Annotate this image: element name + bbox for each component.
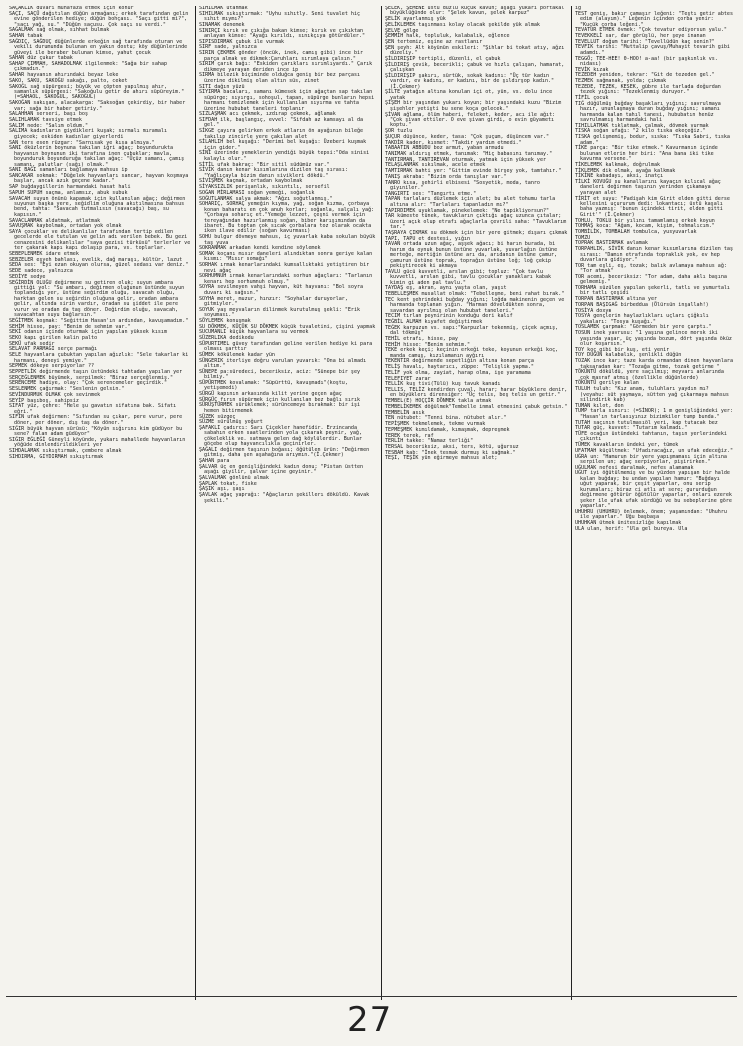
dictionary-entry: TOSİYA doxyв <box>575 307 612 314</box>
dictionary-entry: UHUHKAN ütmek ünitesizliğe kapılmak <box>575 519 682 526</box>
dictionary-entry: TEVİK kızak <box>575 66 609 73</box>
dictionary-entry: TORPAN BASTIRMAK altına yer <box>575 296 658 303</box>
dictionary-entry: TECIM tırlan peynirinin konduğu deri kalıf <box>385 313 513 320</box>
dictionary-entry: SEKÜ ufak sedir <box>9 340 55 347</box>
dictionary-entry: TOSLAMEK çarpmak: "Görmeden bir yere çarptı." <box>575 324 712 331</box>
dictionary-entry: SOHU bulgur dövmeye mahsus, iç yuvarlak kaba sokulan büyük taş yuva <box>199 234 376 246</box>
dictionary-entry: TELLİK kuş tivi(Tülü) kuş tavuk kanadı <box>385 381 501 388</box>
dictionary-entry: SIRMA bilezik biçiminde olduğca geniş bir bez parçası üzerine dikilmiş olan altın süs, zinet <box>199 72 361 84</box>
dictionary-entry: SIHDIRMA, GIYDIRMAH sıkıştırmak <box>9 453 104 460</box>
column-3 <box>382 6 572 1000</box>
dictionary-entry: SIRIN ÇEKMEK gönder (öncük, inek, camış gibi) ince bir parça almak ve dikmek:Çaruhları sırımlaya çalsın." <box>199 50 364 62</box>
dictionary-entry: UĞULMAK nefesi daralmak, nefes alamamak <box>575 464 694 471</box>
dictionary-entry: TESBAH kab: "İnek tesmak durmuş ki sağmak." <box>385 449 516 456</box>
dictionary-entry: SIHDALAMAK sıkıştırmak, çembere almak <box>9 447 122 454</box>
dictionary-entry: SÜMEK kökülemek kadar yün <box>199 351 275 358</box>
dictionary-entry: ŞALVALMAK gönlünü almak <box>199 474 269 481</box>
dictionary-entry: TIHILLATMAK tıklatmak, çalmak, dövmek vurmak <box>575 122 709 129</box>
dictionary-entry: SEĞİRDİN OLUĞU değirmene su getiren oluk; suyun ambara gittiği yol: "Su ambarı, değirmen oluğunun üstünde suyun toplandığı yer, üstüne seğirdim oluğu, savacah oluğu, harktan gelen su seğirdin oluğuna gelir, oradan ambara gelir, altında sirin vardır, oradan su şiddet ile pere vurur ve oradan da taş döner. Değirdim oluğu, savacah, savacahtan suyu bağlarsın." <box>9 279 185 319</box>
dictionary-entry: TEPMEŞMEK kımıldamak, kımaşmak, depreşmek <box>385 426 510 433</box>
dictionary-entry: SAVUŞMAK kaybolmak, ortadan yok olmak <box>9 223 122 230</box>
dictionary-entry: SEKİ odanın içinde oturmak için yapılan yüksek kısım <box>9 329 168 336</box>
dictionary-entry: ŞİŞEH bir yaşından yukarı koyun; bir yaşındaki kuzu "Bizim şişehler yetişti bu sene koça gelecek." <box>385 100 562 112</box>
dictionary-entry: ŞELEK, ŞEMENE üstü düzlü küçük kavun; aşağı yukarı portakal büyüklüğünde olur: "Şelek kavun, şelek karpuz" <box>385 6 565 17</box>
dictionary-entry: TORHAMA süzülen yapılan şekerli, tatlı ve yumurtalı bir tatlı çeşidi <box>575 285 730 297</box>
dictionary-entry: SIĞIR EĞLEĞİ Güneyli köyünde, yukarı mahallede hayvanların yöğüde dinlendirildikleri yer <box>9 436 186 449</box>
dictionary-entry: TUMP tarla sınırı: (=SİNOR); 1 m genişliğindeki yer: "Hasan'ın tarlasıyınız bizimkiler tump bunda." <box>575 408 734 420</box>
dictionary-entry: TİKELEMEK kalkmak, doğrulmak <box>575 161 661 168</box>
dictionary-entry: SÜRÜŞTÜRMEK sürüklemek; sürüncemeye bırakmak: bir işi hemen bitirmemek <box>199 402 361 414</box>
dictionary-entry: ŞİLDIRIŞIP tertipli, düzenli, el çabuk <box>385 55 501 62</box>
dictionary-entry: SEPMEK dökeye serpiyorlar ?? <box>9 363 95 370</box>
dictionary-entry: ŞELİK ayarlanmış yük <box>385 16 446 23</box>
dictionary-entry: UĞRA un: "Hamurun bir yere yapışmaması için altına serpilen un; ağaç serpiyorlar, pişirirken." <box>575 453 727 466</box>
dictionary-entry: TEZEDEH yeniden, tekrar: "Git de tezeden gel." <box>575 72 715 79</box>
dictionary-entry: TOSYA gençlerin haylazlıkları uçları çiğkılı yakaları: "Tosya kuşağı." <box>575 313 709 325</box>
dictionary-entry: iğ <box>575 6 582 11</box>
dictionary-entry: TEMBELİKEMEK döğülmek"Tembelle inmal etmesini çabuk getsin." <box>385 403 568 410</box>
column-2 <box>196 6 382 1000</box>
dictionary-entry: SOYUK yaş meyvaların dilinmek kurutulmuş şekli: "Erik soyuması." <box>199 306 361 319</box>
dictionary-entry: TEPİŞMEK tekmelemek, tekme vurmak <box>385 421 486 428</box>
dictionary-entry: SEDA ses: "Eyi ezan okuyan olursa, güzel sedası var deniz." <box>9 262 189 269</box>
dictionary-entry: SÜNGERIK iterliye doğru varulan yuvarık: "Ona bi almadı altım." <box>199 357 367 369</box>
dictionary-entry: TEMBELİN asık <box>385 409 425 416</box>
dictionary-entry: TELİŞ havalı, haytarıcı, züppe: "Telişlik yapma." <box>385 364 534 371</box>
dictionary-entry: SEPPETLİK değirmende taşın üstündeki tahtadan yapılan yer <box>9 369 183 375</box>
dictionary-entry: ŞEMMİH halk, topluluk, kalabalık, eğlence <box>385 33 510 40</box>
dictionary-entry: SU DÖKMEK, KÜÇÜK SU DÖKMEK küçük tuvaletini, çişini yapmak <box>199 323 376 330</box>
dictionary-entry: TİLKİ KOVUĞU su kanallarını kayaçın kılıcal ağaç daneleri değirmen taşının yerinden çıkamaya yarayan alet <box>575 179 721 196</box>
dictionary-entry: SOMAK koçanı mısır daneleri alındıktan sonra geriye kalan kısmı: "Mısır somağı" <box>199 250 373 263</box>
dictionary-entry: SÜPURTIMEL güvey tarafından geline verilen hediye ki para olması şarttır <box>199 340 373 353</box>
dictionary-entry: TEVELLUT doğum tarihi: "Tevellüdün kaç senin?" <box>575 38 715 45</box>
dictionary-entry: TEREK terek, raf <box>385 432 434 439</box>
dictionary-entry: SANI öküzlerin boynuna takılan iğri ağaç; boyunduruktа hayvanın boynunun iki tarafına inen çubuklar; mavla, boyunduruk boyunduruğa takılan ağaç: "Üçüz samanı, çamış samanı, palutlar (sağı) olmak." <box>9 145 185 168</box>
dictionary-entry: SÜZERLIKA dedikodu <box>199 334 254 341</box>
dictionary-entry: SEKO kapı girilen kalin palto <box>9 334 98 341</box>
dictionary-entry: SAPUH SUPUH saçma, anlamsız, abuk subuk <box>9 189 128 196</box>
dictionary-entry: TOR acemi, beceriksiz: "Tor adam, daha aklı başına gelmemiş." <box>575 273 727 286</box>
dictionary-entry: SALIM nede: "Salım oldum." <box>9 122 89 129</box>
dictionary-entry: ŞELİKLEMEK taşınması kolay olacak şekilde yük almak <box>385 21 540 28</box>
dictionary-entry: SÜRGÜ kapının arkasında kilit yerine geçen ağaç <box>199 390 342 397</box>
dictionary-entry: TOMBİLİK, TOMBALAH tombulca, yusyuvarlak <box>575 229 697 235</box>
dictionary-entry: TOHMAŞ koca: "Ağam, kocam, kişim, tohmalıcım." <box>575 223 715 230</box>
dictionary-entry: SAKOĞL sağ süpürgesi; büyük ve çöpten yapılmış ahır, samanlık süpürgesi: "Sakoğulu getir de ahırı süpüreyim." (=SAHAOL, SAKOĞUL, SAKOĞUL) <box>9 83 185 101</box>
dictionary-entry: SANI BAĞI samanları bağlamaya mahsus ip <box>9 167 128 174</box>
dictionary-entry: SINIRÇI kırık ve çıkığa bakan kimse; kırık ve çıkıktan anlayan kimse: "Ayağı kırıldı, sınıkçıya götürdüler." <box>199 27 366 39</box>
dictionary-entry: TİKE parça: "Bir tike etmek." Kavurmanın içinde bulunan etlerin her biri: "Ana bana iki tike kavurma versene." <box>575 145 718 163</box>
dictionary-entry: TAR kümeste tünek, tavukların çıktığı ağaç uzunca çıtalar; üzeri açık olup etrafı ağaçlarla çevrili saha: "Tavuklarım tar." <box>385 213 567 231</box>
dictionary-entry: TEVEKKELİ sar, dar görüşlü, her şeye inanan <box>575 33 706 39</box>
dictionary-entry: ŞAĞALI değirmen taşının boğası; öğütülen ürün: "Değirmen gitmiş, daha şen aşahağına arıymın."(İ.Çekmer) <box>199 446 370 459</box>
dictionary-entry: SAÇAKLIK duvarı muhafaza etmek için konur <box>9 6 134 11</box>
dictionary-entry: SIRIM çarık bağı: "Eskiden çarıkları sırımlıyardı." Çarık dikmeye yarayan deriden ince ip <box>199 61 373 73</box>
dictionary-entry: TABAATIN ABBUDU boz armut, yaban armudu <box>385 145 504 152</box>
dictionary-entry: TEĞBİL ALMAH kıyafet değiştirmek <box>385 319 483 326</box>
dictionary-entry: TELLIS, TELİZ kendirden çuval, harar; harar büyüklere denir, en büyüklerı dirensiğer: "Üç telis, beş telis un getir." <box>385 387 568 399</box>
dictionary-columns <box>6 6 737 1000</box>
dictionary-entry: ŞİLDIRIŞIP şakırı, sürtük, sokak kadını: "Üç tür kadın vardır, ev kadını, er kadını, bir de şıldırşop kadın." (İ.Çekmer) <box>385 72 555 90</box>
dictionary-entry: TÖKÜNTÜ gerilye kalan <box>575 380 639 387</box>
dictionary-entry: TÜMEK kavakların ündeki yer, tümek <box>575 442 679 449</box>
dictionary-entry: SIPISDIRMAK çubuk ile vurmak <box>199 38 285 45</box>
dictionary-entry: SAHAN tabak <box>9 33 43 39</box>
dictionary-entry: SAÇI, SAÇÜ dağıtılan düğün armağanı; erkek tarafından gelin evine gönderilen hediye; düğün bohçası. "Saçı gitti mi?", "saçı yağ, su." "Düğün saçusu. Çok saçı su verdi." <box>9 10 189 28</box>
dictionary-entry: TEKE erkek keçi; keçinin erkeği teke, koyunun erkeği koç, manda camuş, kızılamanın ayğırı <box>385 347 559 359</box>
dictionary-entry: TORPAHLIK, SİVİK danın kenar kısımlarına dizilen taş sırası: "Damın etrafında topraklık yok, ev hep duvarlara gidiyor." <box>575 246 734 263</box>
dictionary-entry: TANRO kısa, şehirli elbisesi "Sosyetik, moda, tanro giyıniler." <box>385 179 540 192</box>
dictionary-entry: TOHLU, TOKLU bir yılını tamamlamış erkek koyun <box>575 217 715 224</box>
dictionary-entry: TEHİL etrafı, hisse, pay <box>385 335 458 342</box>
dictionary-entry: SIYIRMA bacaları, samanı kümesek için ağaçtan sap takılan süpürge; sıyırgı, sohoşul, tapan, süpürge bunların hepsi harmanı temizlemek için kullanılan sıyırma ve tahta üzerine hububat taneleri toplanır <box>199 89 375 112</box>
dictionary-entry: TİFİL çocuk <box>575 95 609 102</box>
dictionary-entry: TOSUN inek yavrusu: "1 yaşına gelince morsk iki yaşında yaşar, üç yaşında bozum, dört yaşında öküz olur koşarsın." <box>575 330 732 347</box>
dictionary-entry: SEBZELER eşyeh bahlası, evelik, dağ maraşı, kültür, lazut <box>9 256 183 263</box>
dictionary-entry: TOZAK ince kar; taze karda ormandan dinen hayvanlara taksaradan kar: "Tozağa gitme, tozak getirme " <box>575 358 734 370</box>
dictionary-entry: SİYAKSIZLIK perişanlık, sıkıntılı, sersefil <box>199 184 330 191</box>
dictionary-entry: TEVATUR ETMEK övmek: "Çok tevatur ediyorsun yalu." <box>575 27 727 34</box>
dictionary-entry: SEVİNDURMUK OLMAK çok sevinmek <box>9 391 101 398</box>
dictionary-entry: TERLİH takke: "Namaz terliği" <box>385 438 474 445</box>
dictionary-entry: TISKA soğan ufağı: "2 kilo tıska ekeçeğiz." <box>575 128 706 135</box>
dictionary-entry: ŞİLDIRIŞ çevik, becerikli; çabuk ve hızlı çalışan, hamarat, çalışkan <box>385 61 565 74</box>
dictionary-entry: SIFAT yüz, çehre: "Hele şu gavatın sifatına bak. Sifatı eğri." <box>9 403 177 415</box>
dictionary-entry: SİTİL ufak bakraç: "Bir sitil südümüz var." <box>199 161 330 168</box>
dictionary-entry: SELAVAT PARMAĞI serçe parmağı <box>9 346 98 353</box>
dictionary-entry: TORPAN BAŞIGAĞ birbeddua (Ölürsün inşallah!) <box>575 301 709 308</box>
dictionary-entry: ŞEN şeyh: Alt köyünün eskileri: "Şihlar bi tokat atıy, ağzı düzeliy." <box>385 44 565 57</box>
dictionary-entry: ŞALVAR üç en genişliğindeki kadın donu; "Pistan üstten aşağı giyilir, şalvar içine geyinir." <box>199 463 364 476</box>
dictionary-entry: UHUHRU (UHUHRU) önlemek, önem; yaşamından: "Uhuhru ile yaparlar." Uğu başbaşa <box>575 508 727 521</box>
page-footer <box>0 996 743 1042</box>
dictionary-entry: UĞUT iyi öğütülmemiş ve bu yüzden yapışan bir halde kalan buğday; bu undan yapılan hamur: "Buğdayı uğut yaparak, bir çeşit yaparlar, onu serip kurumaları; biraz ci atlı at sere; gururduğun değirmene götürür öğütülür yaparlar, onları ezerek şeker ile ufak ufak sürdüğü ve bu sebeplerine göre yaparlar." <box>575 470 732 509</box>
dictionary-entry: TERSAL beceriksiz, aksi, ters, kötü, uğursuz <box>385 443 519 450</box>
dictionary-entry: SOKRANMAK arkadan kendi kendine söylemek <box>199 245 321 252</box>
footer-divider <box>6 996 737 997</box>
dictionary-entry: SAĞDIÇ, SAĞDUÇ düğünlerde erkeğin sağ tarafında oturan ve vekili durumunda bulunan en yakın dostu; köy düğünlerinde güveyi ile beraber bulunan kimse, yahut çocuk <box>9 38 188 56</box>
dictionary-entry: SIFIN ufak değirmen: "Sıfından su çıkar, pere vurur, pere döner, per döner, dış taş da döner." <box>9 414 183 426</box>
dictionary-entry: TAVAN ortada uzun ağaç, aşşek ağacı; bi harın burada, bi harım da oynuk bunun üstüne yuvarlak, yuvarlağın üstüne merteğe, mertiğin üstüne arı da, arıdanın üstüne çamur, çamurun üstüne toprak, toprağın üstüne loğ; loğ çekip pekiştirecek ki akmaya <box>385 241 558 270</box>
dictionary-entry: ŞAHAN para <box>199 458 230 465</box>
dictionary-entry: SAHAN düz çukur tabak <box>9 55 73 62</box>
dictionary-entry: ŞOR tuzlu <box>385 128 413 135</box>
dictionary-entry: SEĞİTMEK koşmak: "Seğittim Hasan'ın ardından, kavuşamadım." <box>9 317 189 324</box>
dictionary-entry: SALIMA kadınların giydikleri kuşak; sırmalı mıramalı giyecek; eskiden kadınlar giyerlerdi <box>9 128 168 140</box>
dictionary-entry: ŞİLTE yatağın altına konulan içi ot, yün, vs. dolu ince yatak <box>385 89 553 101</box>
dictionary-entry: TEŞI, TEŞİK yün eğirmeye mahsus alet; <box>385 455 498 462</box>
dictionary-entry: SAP buğdaygillerin harmandaki hasat hali <box>9 184 131 191</box>
dictionary-entry: TEGGÖ; TEE-HEE! 0-HOO! a-aa! (bir şaşkınlık vs. nidası) <box>575 55 718 67</box>
dictionary-entry: TUTAH saçının tutulmasıöl yeri, kap tutacak bez <box>575 419 718 426</box>
dictionary-entry: SITI dağın yüzü <box>199 83 245 90</box>
dictionary-entry: TAPI, TAPU et destesi, yığın <box>385 235 471 242</box>
dictionary-entry: SALIHLAMAK tavsiye etmek <box>9 117 82 123</box>
dictionary-entry: TÖKÜNTÜ döküldü, yere saçılmış; meyvarı anlarında çok masraf atmış (özellikle düğünlerde) <box>575 369 724 381</box>
dictionary-entry: SAVACLANMAK aldatmak, atlatmak <box>9 217 101 224</box>
dictionary-entry: SERÇEĞLENMEK büyümek, serpilmek: "Biraz serçeğlenmiş." <box>9 374 174 381</box>
dictionary-entry: SUCUMANLI küçük hayvanlara su vermek <box>199 329 309 336</box>
dictionary-entry: SİKGE çayıra gelirken erkek atların ön ayağının bileğe takılıp zincirle yere çakılan alet <box>199 128 364 140</box>
dictionary-entry: SORHUMNUH ırmak kenarlarındaki sorhun ağaçları: "Tarlanın kenarı hep sorhumnuh olmuş." <box>199 273 373 285</box>
dictionary-entry: SIĞIR büyük hayvan sürüsü: "Köyün sığırını kim güdüyor bu sene? falan adam güdüyor" <box>9 425 183 438</box>
dictionary-entry: SOYRA sevilmeyen vahşi hayvan, küt hayvanı: "Bol soyra duvarı ki sağsın." <box>199 284 364 296</box>
dictionary-entry: SORHAK ırmak kenarlarındaki kumsallıktaki yetiştiren bir nevi ağaç <box>199 262 370 274</box>
dictionary-entry: ŞAŞIK aşı, şaşı <box>199 486 245 493</box>
dictionary-entry: ŞAPLAK tokat, fiske <box>199 480 257 487</box>
dictionary-entry: SÜNEPE pa:süredeci, beceriksiz, aciz: "Sünepe bir şey bilmiy." <box>199 368 361 381</box>
dictionary-entry: SAHAP ÇIMMAH, SAHADOLMAK ilgilenmek: "Sağa bir sahap çıkmadın." <box>9 61 168 73</box>
dictionary-entry: TÜFE ocağın üstündeki tahtanın, taşın yerlerindeki çıkıntı <box>575 431 727 443</box>
dictionary-entry: SÜRGÜÇ fırın süpürmek için kullanılan bez bağlı sırık <box>199 396 361 403</box>
dictionary-entry: TAMTIRMAK bahti yer: "Gittim evinde birşey yok, tamtahır." <box>385 168 562 175</box>
dictionary-entry: TİRİT et suyu: "Padişah kim Girit elden gitti derse kellesini uçururum dedi: lokantacı; üstü kaşalı baha yazmış: 'bunun içindeki tirit, elden gitti Girit'" (İ.Çekmer) <box>575 195 730 218</box>
dictionary-entry: SOHARIÇ, SORHAÇ yemeğin kıyma, yağ, soğan kızma, çorbaya konan baharatı en çok anuh korlar; soğanla, salçalı yağ: "Çorbaya soharıç et."Yemeğe lezzet, çeşni vermek için tereyağından hazırlanmış soğan, biber karışımından da ibaret. Bu toptan çok sıcak çorbalara toz olarak ocakta iken ilave edilir (soğan kavurması) <box>199 201 375 235</box>
dictionary-entry: SİVİK danın kenar kısımlarına dizilen taş sırası: "Yağlıçayla bizim danın sivikleri dökdü." <box>199 167 348 179</box>
dictionary-entry: ŞİVAN ağlama, ölüm haberi, feleket, keder, acı ile ağıt: "Çok şivan ettiler. O eve şivan girdi, o evin güyametı koptu." <box>385 111 556 129</box>
dictionary-entry: TULUH tuluh: "Kız anam, tuluhları yaydın mı? (veyahu: süt yaymaya, sütten yağ çıkarmaya mahsus silindirik kab) <box>575 386 729 403</box>
dictionary-entry: SIRF sade, yalnızca <box>199 44 257 51</box>
dictionary-entry: TOY DÜĞÜN kalabalık, şenlikli düğün <box>575 352 682 359</box>
dictionary-entry: SAKOĞAN sakışan, alacakarga: "Saksoğan çekirdiy, bir haber var; sağa bir haber getiriy." <box>9 100 186 112</box>
dictionary-entry: ŞELVE gölge <box>385 27 419 34</box>
dictionary-entry: SİVİŞMEK kaçmak, ortadan kaybolmak <box>199 178 303 185</box>
dictionary-entry: TİKİNE kabadayı, aksi, inatçı <box>575 173 664 180</box>
column-1 <box>6 6 196 1000</box>
dictionary-entry: TAVLU gücü kuvvetli, arslan gibi; topluz: "Çok tavlu kuvvetli, arslan gibi, tavlu çocuklar yanakları kabak kimin gi aden pal tavlu." <box>385 268 552 286</box>
dictionary-entry: SIHILMAK sıkıştırmak: "Uyhu sıhıtly. Seni tuvalet hiç sıhıt mıymı?" <box>199 10 361 23</box>
dictionary-entry: SEHİM hisse, pay: "Benim de sehmim var." <box>9 323 131 330</box>
dictionary-entry: TAPAN tarlaları düzlemek için alet; bu alet tohumu tarla altına alır: "Tarlaları tapanladın mı?" <box>385 196 556 208</box>
dictionary-entry: UFATMAH küçültmek: "Ufadıracağız, un ufak edeceğiz." <box>575 447 734 454</box>
dictionary-entry: ULA ulan, herif: "Ula gel bureya. Ula <box>575 525 688 532</box>
dictionary-entry: TUTAR güç, kuvvet: "Tutarım kalmadı." <box>575 425 688 432</box>
dictionary-entry: SOYHA meret, muzur, hınzır: "Soyhalar duruyorlar, gitmiyler." <box>199 295 348 307</box>
dictionary-entry: SERENCEME hadiye, olay: "Çok serencemeler geçirdik." <box>9 380 168 387</box>
dictionary-entry: TEMBEL(E) HOÇÇİR DÖNMEK takla atmak <box>385 398 492 405</box>
dictionary-entry: TEĞEK karpuzun vs. sapı:"Karpuzlar tekenmiş, çiçek açmış, dal tökmüş" <box>385 324 559 337</box>
dictionary-entry: ŞEN tertemiz, eşine az rastlanır <box>385 39 483 46</box>
dictionary-entry: SEYİP başıboş, sahipsiz <box>9 397 79 404</box>
dictionary-entry: TEZMEK sağmanak, yolda; çıkmak <box>575 78 667 85</box>
dictionary-entry: SÖYLEMEK konuşmak <box>199 317 251 324</box>
dictionary-entry: TANTIRMAN, TANTIREVAN oturmak, yatmak için yüksek yer <box>385 156 547 163</box>
dictionary-entry: TİKLEMEK dik olmak, ayağa kalkmak <box>575 167 676 174</box>
page-number: 27 <box>347 1000 393 1040</box>
dictionary-entry: SANCAKAR sokmak: "Düğelek hayvanları sancar, hayvan koşmaya başlar, ancak azık geçene kadar." <box>9 173 189 185</box>
dictionary-entry: TAPIRDIMEK uyuklamak, pinekelemek: "Ne tapikliyorsun?" <box>385 207 550 214</box>
dictionary-entry: SELE hayvanlara çubuktan yapılan ağızlık: "Sele takarlar ki harmanı, deneyi yemiye." <box>9 352 189 364</box>
dictionary-entry: TANGIRTI ses: "Tangırtı etme." <box>385 190 477 197</box>
dictionary-entry: SÜZEK süzgeç <box>199 413 236 420</box>
dictionary-entry: SİLAHLIH bel kuşağı: "Derimi bel kuşağı: Üzeberi kuşmak için gider." <box>199 139 367 151</box>
dictionary-entry: TEZEDE, TEZEK, KESEK, gübre ile tarlada doğurdan tezek yığını: "Tezeklenmiş duruyor." <box>575 83 721 96</box>
dictionary-entry: ŞAFAKLI çadırcı: Sarı Çiçekler hanefidir. Erzincanda sabahın erken saatlerinden yola çıkarak peynir, yağ, çökeleklik ve. satmaya gelen dağ köylülerdir. Bunlar göçebe olup hayvancılıkla geçinirler. <box>199 425 363 448</box>
dictionary-entry: TEC kent şehrindeki buğday yığını; loğda makinenin geçen ve harmanda toplanan yığın. "Harman döveldükten sonra, savardan ayrılmış olan hububat taneleri." <box>385 296 565 314</box>
dictionary-entry: TOPRAK BASTIRMAK avlamak <box>575 240 648 247</box>
dictionary-entry: TANIMAK aldırış etmek, tanımak: "Hiç babasını tanımay." <box>385 151 553 158</box>
dictionary-entry: SOĞUTLANMAK salya akmak: "Ağzı soğutlanmış." <box>199 195 333 202</box>
dictionary-entry: SINAMAK denemek <box>199 21 245 28</box>
dictionary-entry: TOMZU <box>575 234 591 241</box>
dictionary-entry: TEN nütubet: "Tenni bina. nütubet alır." <box>385 415 507 422</box>
dictionary-entry: TANIŞ akraba: "Bizim orda tanışlar var." <box>385 173 507 180</box>
column-4 <box>572 6 737 1000</box>
dictionary-entry: SESLENMEK çağırmak: "Seslenin gelsin." <box>9 386 125 393</box>
dictionary-entry: SAHAR hayvanın ahırındaki beyaz leke <box>9 72 119 79</box>
dictionary-entry: SÜZME sürülmüş yoğurt <box>199 419 263 426</box>
dictionary-entry: TAYDAŞ eş, akran, aynı yaşta olan, yaşıt <box>385 285 507 292</box>
dictionary-entry: TEBELLEŞMEK musallat olmak: "Tebelleşme, beni rahat bırak." <box>385 291 565 298</box>
dictionary-entry: SIZLAŞMAK acı çekmek, ızdırap çekmek, ağlamak <box>199 111 336 118</box>
dictionary-entry: ŞUÇUR düşünce, keder, tasa: "Çok şuçum, düşüncem var." <box>385 133 550 140</box>
dictionary-entry: TEST geniş, bakır çamaşır leğeni: "Teştı getir abtes edim (alayım)." Leğenin içinden çorba yenir: "Kuçük çorba leğeni." <box>575 10 734 28</box>
dictionary-entry: TELİF yok olma, zayiat, harap olma, işe yaramama <box>385 369 531 376</box>
dictionary-entry: SÜPÜRTMEK kovalamak: "Süpürttü, kavuşmadı"(koştu, yetişemedi) <box>199 379 348 392</box>
dictionary-entry: SALAHHAN serseri, başı boş <box>9 111 89 118</box>
dictionary-entry: SIHILMAK utanmak <box>199 6 248 11</box>
dictionary-entry: TEKENTIR değirmende sepetliğin altına konan parça <box>385 358 534 365</box>
dictionary-entry: TAKDİR kader, kısmet: "Takdir yardım etmedi." <box>385 139 522 146</box>
dictionary-entry: SAN ters esen rüzgar: "Sarnısak ye kısa almıya." <box>9 139 155 146</box>
dictionary-entry: SEBEPLENMEK idare etmek <box>9 250 79 257</box>
dictionary-entry: TUMAN kılot, don <box>575 402 624 409</box>
dictionary-entry: SEDİYE sedye <box>9 273 46 280</box>
dictionary-entry: TIĞ düğülmüş buğday başakları yığını; savrulmaya hazır, ununlaşmaya duran buğday yığını; samanı harmanda kalan tahıl tanesi, hububatın henüz savrulmamış harmandaki hali <box>575 100 721 123</box>
dictionary-entry: SAKO, SAKU, SAKOĞU sakağı, palto, ceket <box>9 77 128 84</box>
dictionary-entry: SAVACAH suyun önünü kapamak için kullanılan ağaç; değirmen suyunun başka yere, seğidlim oluğuna akıtılmasına bahsus bend, tahta: "Savacah tutmalısın (savacağı) baş, su kapısın." <box>9 195 186 218</box>
dictionary-entry: SIFDAH ilk, başlangıç, evvel: "Sifdah az kamsayı al da gel." <box>199 117 364 129</box>
dictionary-entry: TISKA gelişmemiş, bodur, sıska: "Tıska Sabri, tıska adam." <box>575 134 730 146</box>
dictionary-entry: SİNİ üzerinde yemeklerin yendiği büyük tepsi:"Oda sinisi kalaylı olur." <box>199 150 370 162</box>
dictionary-entry: TEHİH hisse: "Benim sehmim." <box>385 341 471 348</box>
dictionary-entry: TOY koç gibi bir kuş, eti yenir <box>575 346 670 353</box>
dictionary-entry: TELAŞLANMAK sıkılmak, acele etmek <box>385 162 486 169</box>
dictionary-entry: SAĞALMAK sağ olmak, sıhhat bulmak <box>9 27 110 34</box>
dictionary-entry: TELEFIYET zarar <box>385 375 431 382</box>
dictionary-entry: TOR tam eşli, eş, tozak; balık avlamaya mahsus ağ: "Tor atmak" <box>575 262 727 275</box>
dictionary-entry: SOĞAN MİRLAMASI soğan yemeği, soğanlık <box>199 189 315 196</box>
dictionary-entry: ŞAVLAK ağaç yaprağı: "Ağaçların şekillerı döküldü. Kavak şekili." <box>199 492 370 504</box>
dictionary-entry: TAŞRAYA ÇIKMAK su dökmek için bir yere gitmek; dışarı çıkmak <box>385 229 568 236</box>
dictionary-entry: TEVFIK tarihi: "Muttalip çavuş/Muhayit tevarih gibi adamdı." <box>575 44 730 56</box>
dictionary-entry: SAYA çocuklar ve delikanlılar tarafından tertip edilen gecelerde ele tutulan ve gelin adı verilen bebek. Bu gezi cenazesini delikanlılar "saya gezisi türküsü" terlerler ve ter çakarak kapı kapı dolaşıp para, vs. toplarlar. <box>9 229 191 252</box>
dictionary-entry: SEDE sadece, yalnızca <box>9 268 73 275</box>
